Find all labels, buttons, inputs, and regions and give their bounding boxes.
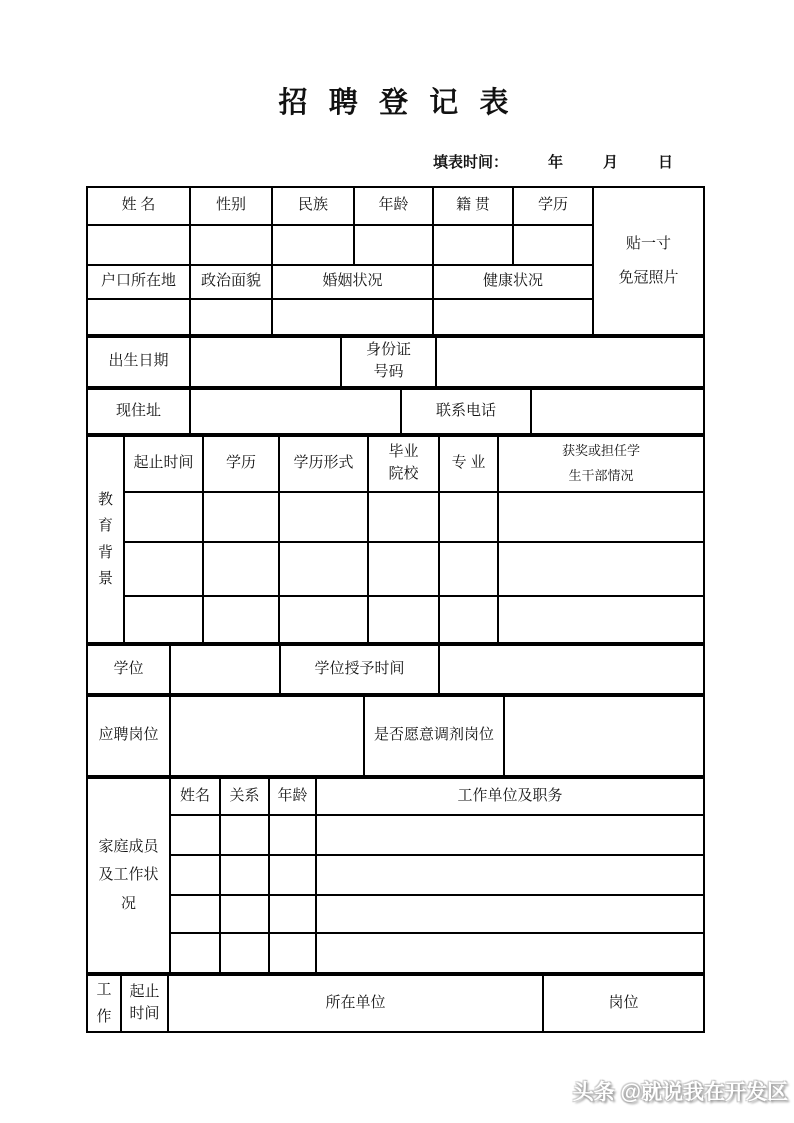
family-name-input-cell[interactable]	[170, 895, 220, 933]
degree-label: 学位	[87, 645, 170, 694]
applied-position-input-cell[interactable]	[170, 696, 364, 776]
household-input-cell[interactable]	[87, 299, 190, 335]
edu-form-input-cell[interactable]	[279, 596, 368, 643]
edu-major-input-cell[interactable]	[439, 492, 498, 542]
phone-input-cell[interactable]	[531, 389, 704, 434]
id-number-input-cell[interactable]	[436, 337, 704, 387]
family-name-input-cell[interactable]	[170, 815, 220, 855]
family-age-label: 年龄	[269, 778, 316, 815]
family-section	[86, 777, 705, 974]
family-work-unit-label: 工作单位及职务	[316, 778, 704, 815]
edu-awards-input-cell[interactable]	[498, 542, 704, 596]
basic-info-section	[86, 186, 705, 336]
address-phone-row	[86, 388, 705, 435]
degree-grant-time-label: 学位授予时间	[280, 645, 439, 694]
family-relation-input-cell[interactable]	[220, 933, 269, 973]
work-section	[86, 974, 705, 1033]
household-label: 户口所在地	[87, 265, 190, 299]
edu-degree-input-cell[interactable]	[203, 492, 279, 542]
work-position-label: 岗位	[543, 975, 704, 1032]
edu-major-input-cell[interactable]	[439, 596, 498, 643]
age-input-cell[interactable]	[354, 225, 433, 265]
id-number-label: 身份证 号码	[341, 337, 436, 387]
phone-label: 联系电话	[401, 389, 531, 434]
family-work-unit-input-cell[interactable]	[316, 855, 704, 895]
family-work-unit-input-cell[interactable]	[316, 815, 704, 855]
edu-awards-label: 获奖或担任学 生干部情况	[498, 436, 704, 492]
family-age-input-cell[interactable]	[269, 895, 316, 933]
native-place-input-cell[interactable]	[433, 225, 513, 265]
address-label: 现住址	[87, 389, 190, 434]
fill-time-day: 日	[657, 155, 673, 171]
fill-time-year: 年	[547, 155, 563, 171]
family-age-input-cell[interactable]	[269, 855, 316, 895]
marital-status-label: 婚姻状况	[272, 265, 433, 299]
family-work-unit-input-cell[interactable]	[316, 895, 704, 933]
name-input-cell[interactable]	[87, 225, 190, 265]
family-work-unit-input-cell[interactable]	[316, 933, 704, 973]
edu-form-label: 学历形式	[279, 436, 368, 492]
edu-major-input-cell[interactable]	[439, 542, 498, 596]
fill-time-month: 月	[602, 155, 618, 171]
adjust-willing-label: 是否愿意调剂岗位	[364, 696, 504, 776]
family-name-input-cell[interactable]	[170, 855, 220, 895]
applied-position-label: 应聘岗位	[87, 696, 170, 776]
name-label: 姓 名	[87, 187, 190, 225]
health-status-label: 健康状况	[433, 265, 593, 299]
family-age-input-cell[interactable]	[269, 815, 316, 855]
family-name-input-cell[interactable]	[170, 933, 220, 973]
family-age-input-cell[interactable]	[269, 933, 316, 973]
degree-row	[86, 644, 705, 695]
education-input-cell[interactable]	[513, 225, 593, 265]
birth-id-row	[86, 336, 705, 388]
ethnicity-input-cell[interactable]	[272, 225, 354, 265]
family-section-label: 家庭成员 及工作状 况	[87, 778, 170, 973]
work-period-label: 起止 时间	[121, 975, 168, 1032]
education-section	[86, 435, 705, 644]
address-input-cell[interactable]	[190, 389, 401, 434]
adjust-willing-input-cell[interactable]	[504, 696, 704, 776]
political-status-input-cell[interactable]	[190, 299, 272, 335]
edu-school-input-cell[interactable]	[368, 492, 439, 542]
position-row	[86, 695, 705, 777]
health-status-input-cell[interactable]	[433, 299, 593, 335]
edu-degree-input-cell[interactable]	[203, 596, 279, 643]
edu-degree-input-cell[interactable]	[203, 542, 279, 596]
edu-school-label: 毕业 院校	[368, 436, 439, 492]
fill-time-label: 填表时间：	[432, 155, 508, 171]
education-label: 学历	[513, 187, 593, 225]
native-place-label: 籍 贯	[433, 187, 513, 225]
page-title: 招 聘 登 记 表	[278, 87, 516, 119]
edu-degree-label: 学历	[203, 436, 279, 492]
edu-major-label: 专 业	[439, 436, 498, 492]
edu-awards-input-cell[interactable]	[498, 492, 704, 542]
edu-awards-input-cell[interactable]	[498, 596, 704, 643]
edu-period-input-cell[interactable]	[124, 492, 203, 542]
political-status-label: 政治面貌	[190, 265, 272, 299]
family-relation-input-cell[interactable]	[220, 815, 269, 855]
watermark: 头条 @就说我在开发区	[572, 1081, 788, 1104]
work-company-label: 所在单位	[168, 975, 543, 1032]
gender-input-cell[interactable]	[190, 225, 272, 265]
degree-grant-time-input-cell[interactable]	[439, 645, 704, 694]
degree-input-cell[interactable]	[170, 645, 280, 694]
birth-date-label: 出生日期	[87, 337, 190, 387]
family-relation-input-cell[interactable]	[220, 855, 269, 895]
age-label: 年龄	[354, 187, 433, 225]
photo-cell: 贴一寸 免冠照片	[593, 187, 704, 335]
fill-time-row	[86, 151, 703, 172]
family-relation-input-cell[interactable]	[220, 895, 269, 933]
marital-status-input-cell[interactable]	[272, 299, 433, 335]
edu-period-label: 起止时间	[124, 436, 203, 492]
form-table	[86, 186, 707, 1033]
edu-period-input-cell[interactable]	[124, 596, 203, 643]
edu-period-input-cell[interactable]	[124, 542, 203, 596]
edu-school-input-cell[interactable]	[368, 542, 439, 596]
edu-form-input-cell[interactable]	[279, 492, 368, 542]
edu-form-input-cell[interactable]	[279, 542, 368, 596]
family-name-label: 姓名	[170, 778, 220, 815]
education-section-label: 教 育 背 景	[87, 436, 124, 643]
birth-date-input-cell[interactable]	[190, 337, 341, 387]
work-section-label: 工 作	[87, 975, 121, 1032]
edu-school-input-cell[interactable]	[368, 596, 439, 643]
ethnicity-label: 民族	[272, 187, 354, 225]
family-relation-label: 关系	[220, 778, 269, 815]
gender-label: 性别	[190, 187, 272, 225]
